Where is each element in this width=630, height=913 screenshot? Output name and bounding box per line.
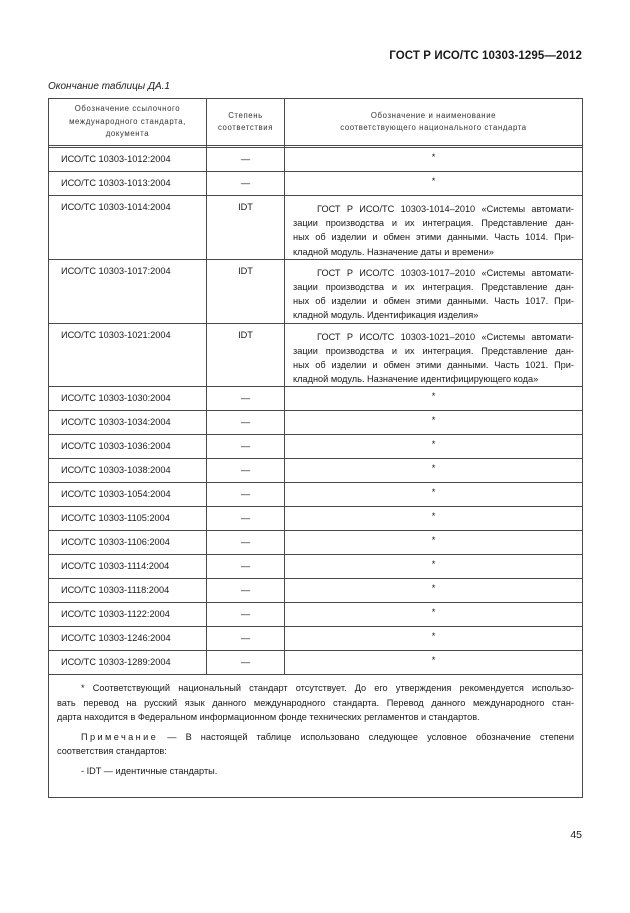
- degree-value: IDT: [207, 323, 285, 387]
- correspondence-table: [48, 98, 583, 798]
- national-standard: *: [285, 603, 583, 627]
- national-standard: *: [285, 555, 583, 579]
- reference-code: ИСО/ТС 10303-1038:2004: [49, 459, 207, 483]
- degree-value: —: [207, 651, 285, 675]
- table-row: [49, 603, 583, 627]
- table-row: [49, 531, 583, 555]
- national-standard: *: [285, 627, 583, 651]
- column-header-national-standard: Обозначение и наименование соответствующего национального стандарта: [285, 99, 583, 146]
- table-row: [49, 483, 583, 507]
- table-row: [49, 411, 583, 435]
- reference-code: ИСО/ТС 10303-1246:2004: [49, 627, 207, 651]
- reference-code: ИСО/ТС 10303-1105:2004: [49, 507, 207, 531]
- table-header-row: [49, 99, 583, 146]
- note: [57, 730, 574, 758]
- table-row: [49, 579, 583, 603]
- document-header: ГОСТ Р ИСО/ТС 10303-1295—2012: [389, 50, 582, 62]
- table-row: [49, 627, 583, 651]
- table-row: [49, 259, 583, 323]
- table-row: [49, 172, 583, 196]
- note-text-continued: соответствия стандартов:: [57, 746, 167, 757]
- legend-idt: - IDT — идентичные стандарты.: [81, 766, 218, 777]
- note-text: — В настоящей таблице использовано следующее условное обозначение степени: [158, 732, 574, 743]
- degree-value: —: [207, 507, 285, 531]
- column-header-degree: Степень соответствия: [207, 99, 285, 146]
- degree-value: —: [207, 172, 285, 196]
- degree-value: —: [207, 603, 285, 627]
- reference-code: ИСО/ТС 10303-1030:2004: [49, 387, 207, 411]
- degree-value: —: [207, 483, 285, 507]
- reference-code: ИСО/ТС 10303-1114:2004: [49, 555, 207, 579]
- table-row: [49, 323, 583, 387]
- column-header-reference-standard: Обозначение ссылочного международного стандарта, документа: [49, 99, 207, 146]
- note-label: Примечание: [81, 732, 159, 743]
- table-row: [49, 435, 583, 459]
- reference-code: ИСО/ТС 10303-1036:2004: [49, 435, 207, 459]
- table-row: [49, 507, 583, 531]
- national-standard: *: [285, 507, 583, 531]
- national-standard: *: [285, 411, 583, 435]
- table-caption: Окончание таблицы ДА.1: [48, 81, 170, 92]
- reference-code: ИСО/ТС 10303-1014:2004: [49, 196, 207, 260]
- table-row: [49, 459, 583, 483]
- reference-code: ИСО/ТС 10303-1122:2004: [49, 603, 207, 627]
- reference-code: ИСО/ТС 10303-1118:2004: [49, 579, 207, 603]
- table-row: [49, 148, 583, 172]
- reference-code: ИСО/ТС 10303-1054:2004: [49, 483, 207, 507]
- table-row: [49, 387, 583, 411]
- national-standard: ГОСТ Р ИСО/ТС 10303-1014–2010 «Системы автомати- зации производства и их интеграция. Представление дан- ных об изделии и обмен этими данными. Часть 1014. При- кладной модуль. Назначение даты и времени»: [285, 196, 583, 260]
- degree-value: IDT: [207, 196, 285, 260]
- reference-code: ИСО/ТС 10303-1021:2004: [49, 323, 207, 387]
- national-standard: *: [285, 483, 583, 507]
- degree-value: —: [207, 627, 285, 651]
- national-standard: ГОСТ Р ИСО/ТС 10303-1017–2010 «Системы автомати- зации производства и их интеграция. Представление дан- ных об изделии и обмен этими данными. Часть 1017. При- кладной модуль. Идентификация изделия»: [285, 259, 583, 323]
- degree-value: —: [207, 387, 285, 411]
- degree-value: —: [207, 148, 285, 172]
- reference-code: ИСО/ТС 10303-1013:2004: [49, 172, 207, 196]
- page-number: 45: [570, 829, 582, 841]
- degree-value: —: [207, 435, 285, 459]
- table-notes-row: [49, 675, 583, 797]
- degree-value: IDT: [207, 259, 285, 323]
- table-row: [49, 196, 583, 260]
- degree-value: —: [207, 459, 285, 483]
- national-standard: *: [285, 459, 583, 483]
- national-standard: *: [285, 148, 583, 172]
- footnote: * Соответствующий национальный стандарт отсутствует. До его утверждения рекомендуется использо- вать перевод на русский язык данного международного стандарта. Перевод данного международного стан- дарта находится в Федеральном информационном фонде технических регламентов и стандартов.: [57, 683, 574, 722]
- national-standard: *: [285, 435, 583, 459]
- national-standard: *: [285, 531, 583, 555]
- table-notes: [49, 675, 583, 797]
- national-standard: ГОСТ Р ИСО/ТС 10303-1021–2010 «Системы автомати- зации производства и их интеграция. Представление дан- ных об изделии и обмен этими данными. Часть 1021. При- кладной модуль. Назначение идентифицирующего кода»: [285, 323, 583, 387]
- reference-code: ИСО/ТС 10303-1289:2004: [49, 651, 207, 675]
- national-standard: *: [285, 172, 583, 196]
- national-standard: *: [285, 579, 583, 603]
- table-row: [49, 555, 583, 579]
- degree-value: —: [207, 555, 285, 579]
- reference-code: ИСО/ТС 10303-1034:2004: [49, 411, 207, 435]
- reference-code: ИСО/ТС 10303-1017:2004: [49, 259, 207, 323]
- reference-code: ИСО/ТС 10303-1012:2004: [49, 148, 207, 172]
- degree-value: —: [207, 531, 285, 555]
- reference-code: ИСО/ТС 10303-1106:2004: [49, 531, 207, 555]
- degree-value: —: [207, 579, 285, 603]
- table-row: [49, 651, 583, 675]
- degree-value: —: [207, 411, 285, 435]
- national-standard: *: [285, 387, 583, 411]
- national-standard: *: [285, 651, 583, 675]
